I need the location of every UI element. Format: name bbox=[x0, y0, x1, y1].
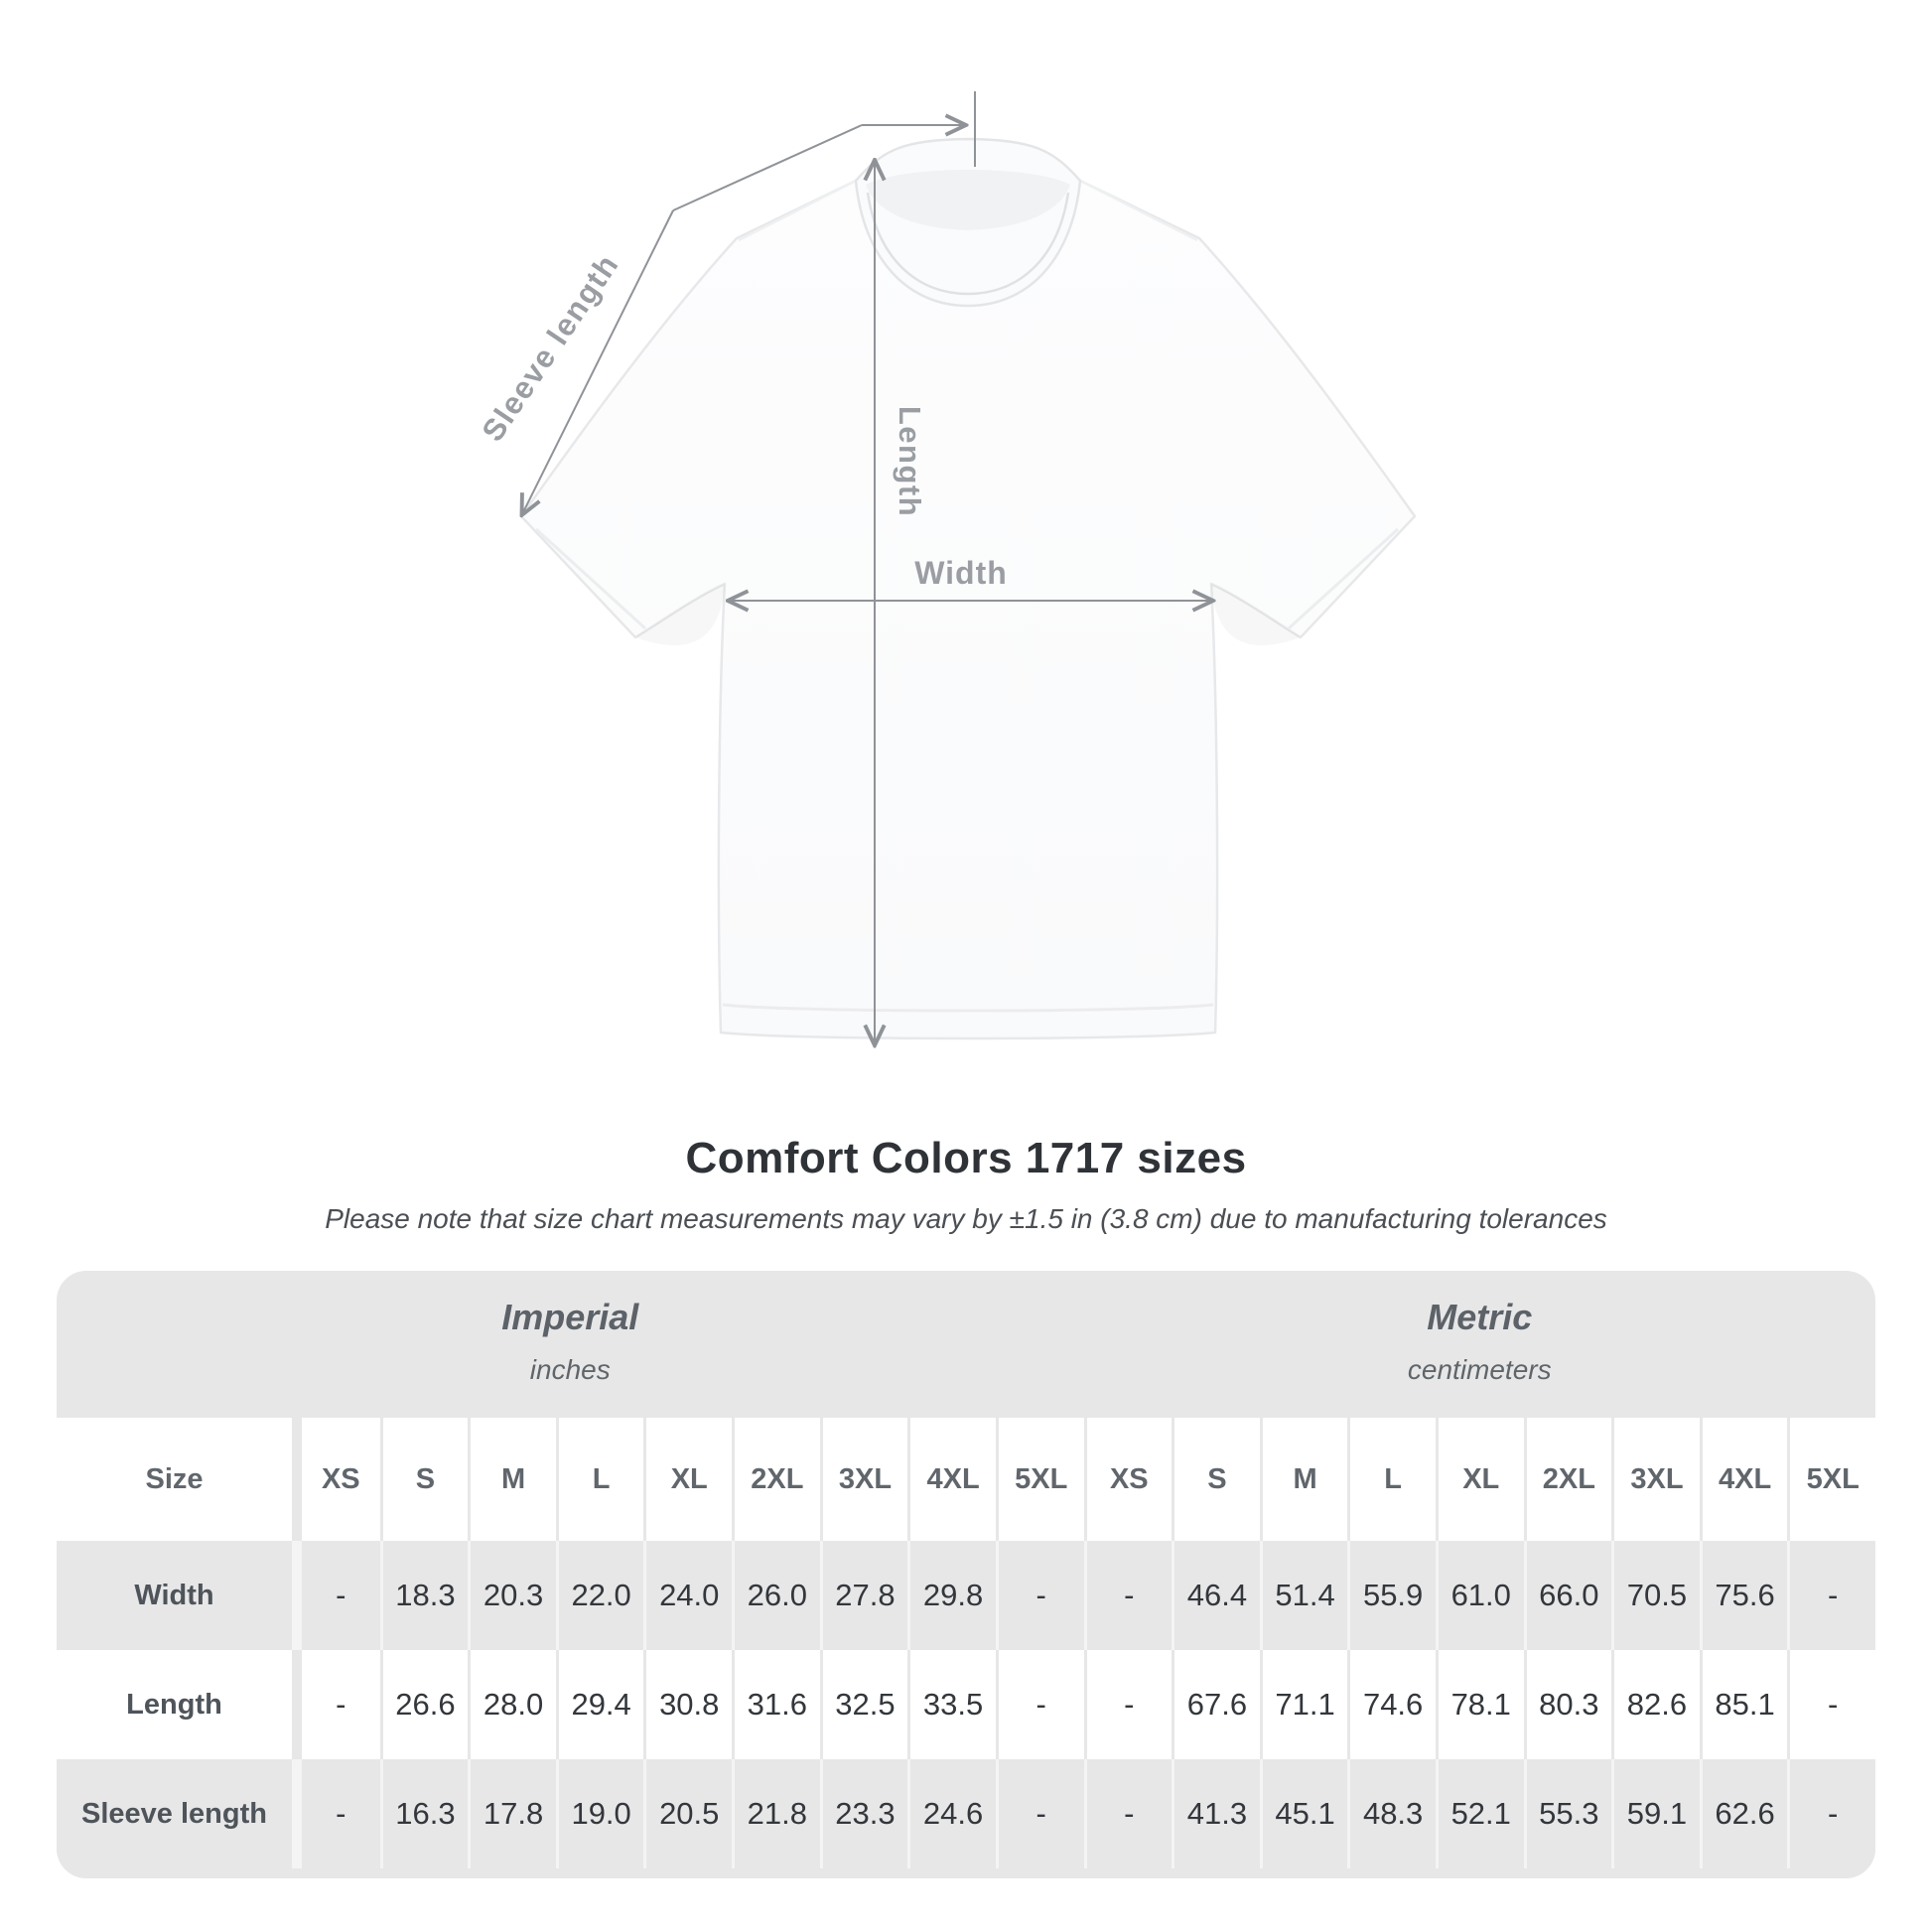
table-header-row bbox=[57, 1418, 1875, 1541]
row-label: Sleeve length bbox=[57, 1759, 292, 1868]
value-cell: - bbox=[292, 1759, 380, 1868]
value-cell: 66.0 bbox=[1524, 1541, 1612, 1650]
value-cell: 62.6 bbox=[1700, 1759, 1788, 1868]
value-cell: 59.1 bbox=[1611, 1759, 1700, 1868]
value-cell: - bbox=[996, 1541, 1084, 1650]
value-cell: 67.6 bbox=[1172, 1650, 1260, 1759]
value-cell: 22.0 bbox=[556, 1541, 644, 1650]
value-cell: 24.0 bbox=[643, 1541, 732, 1650]
size-col-header: XL bbox=[1436, 1418, 1524, 1541]
table-row-width bbox=[57, 1541, 1875, 1650]
value-cell: - bbox=[1084, 1541, 1173, 1650]
row-label: Width bbox=[57, 1541, 292, 1650]
value-cell: 16.3 bbox=[380, 1759, 469, 1868]
metric-group-header bbox=[1084, 1271, 1876, 1418]
value-cell: 24.6 bbox=[907, 1759, 996, 1868]
units-band bbox=[57, 1271, 1875, 1418]
value-cell: - bbox=[1787, 1650, 1875, 1759]
size-col-header: S bbox=[380, 1418, 469, 1541]
value-cell: 46.4 bbox=[1172, 1541, 1260, 1650]
page-subtitle: Please note that size chart measurements may vary by ±1.5 in (3.8 cm) due to manufacturing tolerances bbox=[325, 1203, 1607, 1234]
sleeve-length-label: Sleeve length bbox=[475, 247, 626, 448]
value-cell: 26.6 bbox=[380, 1650, 469, 1759]
value-cell: 27.8 bbox=[820, 1541, 908, 1650]
size-col-header: M bbox=[468, 1418, 556, 1541]
value-cell: 48.3 bbox=[1347, 1759, 1436, 1868]
page-title: Comfort Colors 1717 sizes bbox=[685, 1134, 1247, 1182]
value-cell: 29.4 bbox=[556, 1650, 644, 1759]
value-cell: 75.6 bbox=[1700, 1541, 1788, 1650]
value-cell: 20.3 bbox=[468, 1541, 556, 1650]
value-cell: 29.8 bbox=[907, 1541, 996, 1650]
value-cell: - bbox=[996, 1759, 1084, 1868]
size-col-header: XL bbox=[643, 1418, 732, 1541]
value-cell: 78.1 bbox=[1436, 1650, 1524, 1759]
value-cell: 82.6 bbox=[1611, 1650, 1700, 1759]
width-label: Width bbox=[914, 555, 1008, 591]
value-cell: 32.5 bbox=[820, 1650, 908, 1759]
size-table bbox=[57, 1271, 1875, 1878]
value-cell: 26.0 bbox=[732, 1541, 820, 1650]
value-cell: 55.9 bbox=[1347, 1541, 1436, 1650]
value-cell: 45.1 bbox=[1260, 1759, 1348, 1868]
value-cell: 23.3 bbox=[820, 1759, 908, 1868]
value-cell: 55.3 bbox=[1524, 1759, 1612, 1868]
size-col-header: 4XL bbox=[1700, 1418, 1788, 1541]
value-cell: 30.8 bbox=[643, 1650, 732, 1759]
value-cell: 41.3 bbox=[1172, 1759, 1260, 1868]
table-row-sleeve-length bbox=[57, 1759, 1875, 1868]
size-col-header: 2XL bbox=[732, 1418, 820, 1541]
size-col-header: 5XL bbox=[1787, 1418, 1875, 1541]
value-cell: - bbox=[996, 1650, 1084, 1759]
value-cell: 70.5 bbox=[1611, 1541, 1700, 1650]
value-cell: 20.5 bbox=[643, 1759, 732, 1868]
size-col-header: XS bbox=[1084, 1418, 1173, 1541]
size-col-header: XS bbox=[292, 1418, 380, 1541]
value-cell: 17.8 bbox=[468, 1759, 556, 1868]
size-col-header: 5XL bbox=[996, 1418, 1084, 1541]
heading-block bbox=[0, 1134, 1932, 1235]
value-cell: 71.1 bbox=[1260, 1650, 1348, 1759]
value-cell: 51.4 bbox=[1260, 1541, 1348, 1650]
value-cell: - bbox=[292, 1541, 380, 1650]
size-header-label: Size bbox=[57, 1418, 292, 1541]
size-col-header: L bbox=[1347, 1418, 1436, 1541]
metric-group-unit: centimeters bbox=[1407, 1354, 1552, 1385]
size-col-header: 4XL bbox=[907, 1418, 996, 1541]
value-cell: - bbox=[1787, 1759, 1875, 1868]
value-cell: 21.8 bbox=[732, 1759, 820, 1868]
size-col-header: S bbox=[1172, 1418, 1260, 1541]
value-cell: 80.3 bbox=[1524, 1650, 1612, 1759]
size-col-header: 3XL bbox=[1611, 1418, 1700, 1541]
size-col-header: M bbox=[1260, 1418, 1348, 1541]
value-cell: - bbox=[1084, 1650, 1173, 1759]
table-row-length bbox=[57, 1650, 1875, 1759]
value-cell: 61.0 bbox=[1436, 1541, 1524, 1650]
length-label: Length bbox=[893, 405, 927, 518]
value-cell: - bbox=[1787, 1541, 1875, 1650]
value-cell: 52.1 bbox=[1436, 1759, 1524, 1868]
size-col-header: 2XL bbox=[1524, 1418, 1612, 1541]
metric-group-name: Metric bbox=[1427, 1297, 1533, 1337]
size-col-header: L bbox=[556, 1418, 644, 1541]
size-col-header: 3XL bbox=[820, 1418, 908, 1541]
value-cell: - bbox=[292, 1650, 380, 1759]
row-label: Length bbox=[57, 1650, 292, 1759]
imperial-group-unit: inches bbox=[529, 1354, 611, 1385]
imperial-group-name: Imperial bbox=[501, 1297, 639, 1337]
value-cell: 74.6 bbox=[1347, 1650, 1436, 1759]
value-cell: 33.5 bbox=[907, 1650, 996, 1759]
value-cell: 18.3 bbox=[380, 1541, 469, 1650]
imperial-group-header bbox=[57, 1271, 1084, 1418]
value-cell: - bbox=[1084, 1759, 1173, 1868]
value-cell: 28.0 bbox=[468, 1650, 556, 1759]
value-cell: 31.6 bbox=[732, 1650, 820, 1759]
value-cell: 85.1 bbox=[1700, 1650, 1788, 1759]
value-cell: 19.0 bbox=[556, 1759, 644, 1868]
